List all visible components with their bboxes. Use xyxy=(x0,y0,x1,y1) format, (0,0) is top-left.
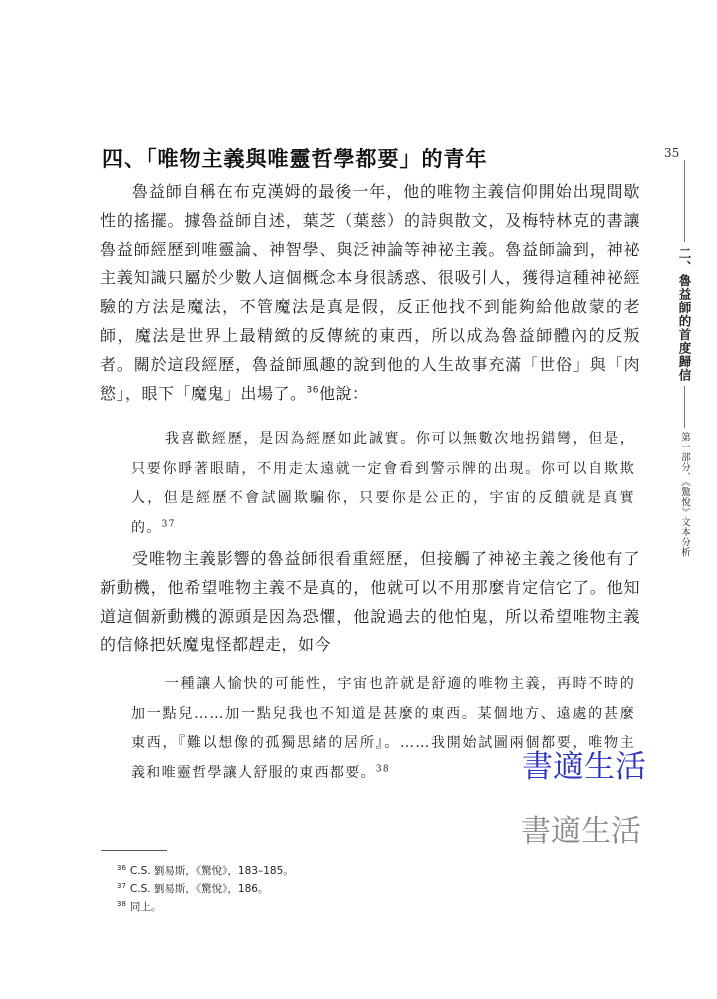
section-heading: 四、「唯物主義與唯靈哲學都要」的青年 xyxy=(102,147,488,171)
footnote-ref: 36 xyxy=(306,385,319,396)
footnote-text: C.S. 劉易斯，《驚悅》，183–185。 xyxy=(129,865,294,877)
block-quote-1 xyxy=(131,425,635,543)
running-head xyxy=(676,160,692,557)
paragraph-text: 魯益師自稱在布克漢姆的最後一年，他的唯物主義信仰開始出現間歇性的搖擺。據魯益師自述，葉芝（葉慈）的詩與散文，及梅特林克的書讓魯益師經歷到唯靈論、神智學、與泛神論等神祕主義。魯益師論到，神祕主義知識只屬於少數人這個概念本身很誘惑、很吸引人，獲得這種神祕經驗的方法是魔法，不管魔法是真是假，反正他找不到能夠給他啟蒙的老師，魔法是世界上最精緻的反傳統的東西，所以成為魯益師體內的反叛者。關於這段經歷，魯益師風趣的說到他的人生故事充滿「世俗」與「肉慾」，眼下「魔鬼」出場了。 xyxy=(100,182,640,403)
footnote-item xyxy=(117,862,294,880)
footnotes xyxy=(117,862,294,916)
footnote-divider xyxy=(101,850,167,851)
paragraph-text: 受唯物主義影響的魯益師很看重經歷，但接觸了神祕主義之後他有了新動機，他希望唯物主義不是真的，他就可以不用那麼肯定信它了。他知道這個新動機的源頭是因為恐懼，他說過去的他怕鬼，所以希望唯物主義的信條把妖魔鬼怪都趕走，如今 xyxy=(100,549,640,655)
footnote-number: 38 xyxy=(117,899,126,908)
watermark-gray: 書適生活 xyxy=(521,814,641,849)
footnote-item xyxy=(117,880,294,898)
footnote-ref: 37 xyxy=(161,518,176,529)
paragraph-tail: 他說： xyxy=(318,383,369,403)
page-number: 35 xyxy=(664,146,680,160)
footnote-text: C.S. 劉易斯，《驚悅》，186。 xyxy=(129,883,269,895)
footnote-ref: 38 xyxy=(375,763,390,774)
watermark-blue: 書適生活 xyxy=(522,749,646,785)
divider xyxy=(684,160,685,242)
section-title: 第一部分、《驚悅》文本分析 xyxy=(679,432,690,558)
footnote-item xyxy=(117,898,294,916)
divider xyxy=(684,386,685,428)
quote-text: 我喜歡經歷，是因為經歷如此誠實。你可以無數次地拐錯彎，但是，只要你睜著眼睛，不用走太遠就一定會看到警示牌的出現。你可以自欺欺人，但是經歷不會試圖欺騙你，只要你是公正的，宇宙的反饋就是真實的。 xyxy=(131,431,635,536)
quote-text: 一種讓人愉快的可能性，宇宙也許就是舒適的唯物主義，再時不時的加一點兒……加一點兒我也不知道是甚麼的東西。某個地方、遠處的甚麼東西，『難以想像的孤獨思緒的居所』。……我開始試圖兩個都要，唯物主義和唯靈哲學讓人舒服的東西都要。 xyxy=(131,676,635,781)
footnote-number: 37 xyxy=(117,881,126,890)
body-paragraph-2 xyxy=(100,545,640,660)
chapter-title: 二、魯益師的首度歸信 xyxy=(677,247,692,382)
footnote-number: 36 xyxy=(117,863,126,872)
body-paragraph-1 xyxy=(100,178,640,408)
footnote-text: 同上。 xyxy=(129,901,162,913)
